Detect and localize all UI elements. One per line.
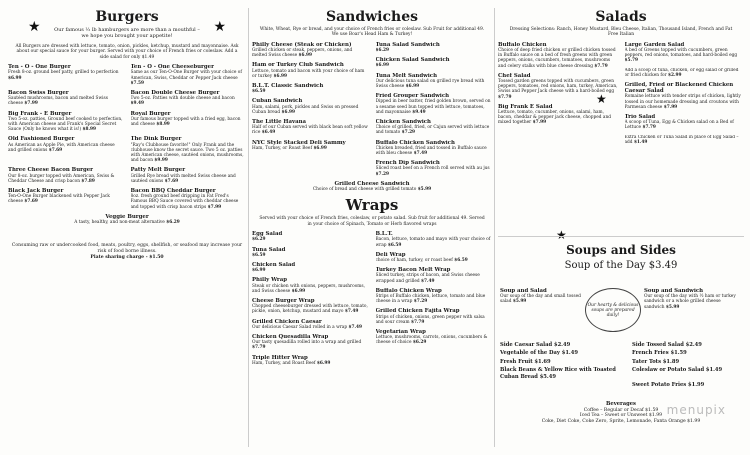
side-name: French Fries [632,350,669,357]
item-desc: Our tasty quesadilla rolled into a wrap and grilled [252,340,362,346]
menu-item [131,188,247,210]
item-name: Big Frank E Salad [498,103,553,110]
side-name: Coleslaw or Potato Salad [632,367,705,374]
menu-item [625,68,745,78]
item-name: B.L.T. [375,231,393,238]
burgers-tagline: Our famous ⅓ lb hamburgers are more than a mouthful – we hope you brought your appetite! [54,27,200,39]
item-price: $7.29 [401,130,416,136]
menu-item [376,140,493,157]
item-price: $6.29 [412,340,427,346]
beverage-item: Coke, Diet Coke, Coke Zero, Sprite, Lemonade, Fanta Orange $1.99 [541,418,701,424]
beverage-item: Iced Tea – Sweet or Unsweet $1.99 [579,413,663,419]
sandwiches-wraps-column [252,6,492,451]
item-desc: Add a scoop of tuna, chicken, or egg salad or grilled or fried chicken for [624,67,739,78]
side-row [500,382,742,388]
item-desc: Steak or chicken with onions, peppers, mushrooms, and Swiss cheese [252,283,365,294]
side-price: $1.49 [705,367,723,374]
item-name: Fried Grouper Sandwich [375,93,450,100]
side-price: $2.49 [685,342,702,348]
menu-item [376,231,493,248]
burgers-title: Burgers [95,9,159,25]
item-price: $8.99 [156,122,170,128]
menu-item [131,136,247,163]
salads-right-list [625,42,745,149]
item-name: Patty Melt Burger [130,167,186,174]
item-price: $6.49 [261,130,276,136]
menu-item [8,167,124,184]
salads-intro: Dressing Selections: Ranch, Honey Mustard, Bleu Cheese, Italian, Thousand Island, French and Fat Free Italian [509,27,733,38]
item-price: $7.79 [410,319,425,325]
sandwiches-left-list [252,42,369,181]
salads-soups-column [498,6,744,451]
item-name: Chef Salad [498,72,531,79]
item-price: $7.49 [413,151,428,157]
item-desc: Two 5-oz. Patties with double cheese and bacon [130,96,235,102]
item-price: $7.29 [413,299,428,305]
item-name: Tuna Salad [252,246,286,253]
item-desc: Romaine lettuce with tender strips of chicken, lightly tossed in our homemade dressing and croutons with Parmesan cheese [624,94,741,110]
item-name: Tuna Salad Sandwich [375,41,440,48]
item-desc: Grilled Rye bread with melted Swiss cheese and sautéed onions [130,173,236,184]
menu-item [625,42,745,64]
item-price: $7.79 [498,94,512,100]
item-price: $7.69 [164,178,179,184]
menu-item [498,42,618,69]
item-price: $7.89 [81,178,95,184]
menu-item [131,90,247,107]
side-row [500,342,742,348]
side-item [632,342,742,348]
plate-sharing-charge: Plate sharing charge - $1.50 [90,254,164,260]
item-price: $6.99 [375,63,389,69]
item-price: $7.99 [532,120,547,126]
side-name: Black Beans & Yellow Rice with Toasted Cuban Bread [500,367,616,380]
menu-item [8,136,124,163]
menu-item [252,262,369,273]
item-name: Soup and Salad [500,288,547,294]
item-desc: A scoop of Tuna, Egg & Chicken salad on a Bed of Lettuce [624,120,734,131]
item-name: Cuban Sandwich [252,98,303,105]
side-item [632,359,742,365]
item-name: Philly Cheese (Steak or Chicken) [252,41,352,48]
item-desc: Choice of bread and cheese with grilled tomato [312,187,417,193]
item-desc: Grilled chicken or steak, peppers, onions, and melted Swiss cheese [252,48,353,59]
sides-list [500,342,742,390]
burgers-intro: All Burgers are dressed with lettuce, tomato, onion, pickles, ketchup, mustard and mayonnaise. Ask about our special sauce for your burger. Served with your choice of French fries or coleslaw. Add a side salad for only $1.49 [15,44,239,60]
sandwiches-title: Sandwiches [325,9,418,25]
menu-item [131,167,247,184]
item-price: $7.69 [48,147,63,153]
menu-item [8,111,124,133]
item-name: Chicken Salad [252,261,296,268]
item-price: $7.79 [642,125,656,131]
item-name: NYC Style Stacked Deli Sammy [252,139,346,146]
sandwiches-intro: White, Wheat, Rye or bread, and your choice of French fries or coleslaw. Sub Fruit for additional 49. We use Boar's Head Ham & Turkey! [259,27,485,38]
item-price: $5.99 [417,187,432,193]
item-name: Black Jack Burger [8,188,64,195]
item-price: $7.49 [344,309,359,315]
side-item [500,350,618,356]
item-desc: Chopped cheeseburger dressed with lettuce, tomato, pickle, onion, ketchup, mustard and mayo [252,304,368,315]
side-name: Side Tossed Salad [632,342,684,348]
item-desc: Strips of chicken, onions, green pepper with salsa and sour cream [375,314,485,325]
item-desc: Sliced roast beef on a French roll served with au jus [375,166,490,172]
star-icon: ★ [213,19,226,35]
item-name: Bacon Double Cheese Burger [130,90,220,97]
item-price: $7.99 [207,204,222,210]
soup-price: $3.49 [648,260,678,271]
sandwiches-right-list [376,42,493,181]
item-name: Ham or Turkey Club Sandwich [252,62,344,69]
item-price: $8.99 [82,127,96,133]
menu-item [8,64,124,86]
side-item [500,367,618,380]
item-desc: Strips of Buffalo chicken, lettuce, tomato and blue cheese in a wrap [375,293,486,305]
wraps-title: Wraps [345,196,399,215]
item-desc: Our delicious tuna salad on grilled rye bread with Swiss cheese [375,78,485,90]
wraps-right-list [376,231,493,370]
daily-soup-badge: Our hearty & delicious soups are prepared daily! [585,288,641,332]
item-desc: Two 5-oz. patties, Ground beef cooked to perfection, with American cheese and Frank's Special Secret Sauce (Only he knows what it is!) [8,116,123,133]
item-desc: A bed of Greens topped with cucumbers, green peppers, red onions, tomatoes, and hard-boiled egg [624,48,738,59]
item-desc: Lettuce, mushrooms, carrots, onions, cucumbers & cheese of choice [375,335,488,346]
item-price: $5.79 [624,58,638,64]
item-desc: Dipped in beer batter, fried golden brown, served on a sesame seed bun topped with lettuce, tomatoes, and mayonnaise [375,99,491,115]
side-name: Sweet Potato Fries [632,382,687,389]
item-desc: Choice of deep fried chicken or grilled chicken tossed in Buffalo sauce on a bed of fresh greens with green peppers, onions, cucumbers, tomatoes, mushrooms and celery stalks with blue cheese dressing [498,48,616,69]
item-desc: Lettuce, tomato and bacon with your choice of ham or turkey [252,68,365,79]
item-desc: Same as our Ten-O-One Burger with your choice of American, Swiss, Cheddar or Pepper Jack cheese [130,70,242,81]
menu-item [252,98,369,115]
menu-item [376,119,493,136]
item-name: Egg Salad [252,231,283,238]
item-desc: As American as Apple Pie, with American cheese and grilled onions [8,142,115,153]
menu-item [131,64,247,86]
side-row [500,350,742,356]
item-name: Bacon Swiss Burger [8,90,69,97]
salads-title: Salads [595,9,647,25]
wraps-left-list [252,231,369,370]
item-name: Vegetarian Wrap [375,328,426,335]
item-price: $7.99 [663,104,678,110]
grilled-cheese-item [252,181,492,192]
wraps-intro: Served with your choice of French fries, coleslaw, or potato salad. Sub fruit for additional 49. Served in your choice of Spinach, Tomato or Herb flavored wraps [259,216,485,227]
item-name: The Dink Burger [130,136,182,143]
item-desc: Lettuce, tomato, cucumber, onions, salami, ham, bacon, cheddar & pepper jack cheese, chopped and mixed together [498,110,611,126]
star-icon: ★ [556,228,567,242]
item-name: Veggie Burger [105,213,149,220]
side-item [632,367,742,380]
item-desc: Our soup of the day with ½ ham or turkey sandwich or a whole grilled cheese sandwich [644,294,736,310]
item-desc: Bacon, lettuce, tomato and mayo with your choice of wrap [375,237,491,248]
item-price: $5.99 [665,304,680,310]
item-name: Chicken Salad Sandwich [375,57,450,64]
menu-item [252,355,369,366]
menu-item [252,83,369,94]
item-desc: Sliced turkey, strips of bacon, and Swiss cheese wrapped and grilled [375,273,480,284]
item-price: $6.29 [252,237,266,243]
column-divider [494,8,495,447]
item-price: $2.99 [668,72,682,78]
item-name: Triple Hitter Wrap [252,354,308,361]
item-name: Tuna Melt Sandwich [375,72,437,79]
menu-item [252,62,369,79]
item-name: Grilled Chicken Fajita Wrap [375,308,460,315]
item-desc: Choice of grilled, fried, or Cajun served with lettuce and tomato [375,125,490,136]
side-price: $5.49 [539,373,556,380]
burgers-list [8,64,246,229]
item-desc: "Ray's Clubhouse favorite!" Only Frank and the clubhouse know the secret sauce. Two 5 oz. patties with American cheese, sautéed onions, mushrooms, and bacon [130,142,244,164]
item-price: $6.29 [166,220,180,226]
item-price: $6.99 [316,360,331,366]
item-price: $6.59 [252,252,266,258]
soup-of-the-day [498,260,744,271]
star-icon: ★ [596,92,607,106]
item-desc: Ham, salami, pork, pickles and Swiss on pressed Cuban bread [252,104,359,115]
item-name: Ten - O - One Burger [8,64,71,71]
item-price: $9.49 [130,101,144,107]
menu-item [252,277,369,294]
item-desc: A tasty, healthy, and non-meat alternative [74,220,165,226]
item-desc: Chicken breaded, fried and tossed in Buffalo sauce with bleu cheese [375,145,487,157]
item-desc: Our soup of the day and small tossed salad [500,294,581,305]
item-desc: Ham, Turkey, and Roast Beef [252,360,316,366]
watermark: menupix [666,403,726,417]
item-price: $7.69 [24,199,38,205]
item-price: $6.99 [298,53,313,59]
item-desc: Ten-O-One Burger blackened with Pepper Jack cheese [8,194,110,205]
menu-item [131,111,247,133]
side-item [500,382,618,388]
item-name: Ten - O - One Cheeseburger [130,64,214,71]
item-desc: Half of our Cuban served with black bean soft yellow rice [252,125,368,136]
item-name: Grilled Cheese Sandwich [334,180,410,187]
item-desc: Our famous burger topped with a fried egg, bacon and cheese [130,116,241,128]
food-safety-note: Consuming raw or undercooked food, meats, poultry, eggs, shellfish, or seafood may increase your risk of food borne illness. [11,243,243,255]
soups-title: Soups and Sides [566,243,676,257]
menu-item [8,90,124,107]
item-name: Philly Wrap [252,277,288,284]
item-price: $7.59 [130,80,144,86]
beverage-item: Coffee – Regular or Decaf $1.59 [583,407,659,413]
item-name: Buffalo Chicken Sandwich [375,139,455,146]
item-desc: Sautéed mushrooms, bacon and melted Swiss cheese [8,96,108,107]
soup-and-salad [500,288,582,305]
item-name: Chicken Quesadilla Wrap [252,333,329,340]
side-item [632,382,742,388]
menu-item [252,42,369,59]
menu-item [625,135,745,145]
item-name: Large Garden Salad [624,41,685,48]
item-price: $1.49 [633,139,648,145]
side-name: Vegetable of the Day [500,350,560,357]
item-price: $7.99 [24,101,38,107]
menu-item [252,298,369,315]
item-price: $5.99 [512,299,527,305]
item-name: Grilled, Fried or Blackened Chicken Caesar Salad [624,82,734,95]
item-price: $6.99 [281,109,296,115]
item-desc: Ham, Turkey, or Roast Beef [252,145,313,151]
soup-label: Soup of the Day [564,260,646,271]
item-price: $6.99 [273,73,287,79]
item-price: $6.29 [375,48,389,54]
item-name: Buffalo Chicken [498,41,547,48]
menu-item [252,334,369,351]
item-desc: 8oz. fresh ground beef dripping in Fat Fred's Famous BBQ Sauce covered with cheddar cheese and topped with crisp bacon strips [130,194,239,210]
menu-item [376,308,493,325]
item-name: B.L.T. Classic Sandwich [252,83,324,90]
item-price: $6.99 [8,75,22,81]
item-name: Bacon BBQ Cheddar Burger [130,188,216,195]
item-name: Grilled Chicken Caesar [252,318,322,325]
item-price: $7.49 [348,324,362,330]
side-item [500,359,618,365]
item-price: $6.99 [405,84,420,90]
item-desc: Tossed garden greens topped with cucumbers, green peppers, tomatoes, red onions, ham, turkey, American, Swiss and Pepper Jack cheese with a hard-boiled egg [498,79,618,95]
item-name: Three Cheese Bacon Burger [8,167,93,174]
menu-item [376,42,493,53]
menu-item [252,247,369,258]
item-price: $9.99 [154,158,168,164]
side-price: $1.69 [534,358,551,365]
item-name: The Little Havana [252,119,307,126]
item-price: $6.59 [454,257,468,263]
burgers-column [8,6,246,451]
item-price: $6.59 [252,89,266,95]
item-name: Old Fashioned Burger [8,136,75,143]
item-price: $6.99 [291,288,306,294]
side-name: Fresh Fruit [500,358,533,365]
item-name: Buffalo Chicken Wrap [375,287,442,294]
side-price: $1.49 [561,350,578,357]
side-price: $2.49 [553,342,571,348]
menu-item [252,140,369,151]
column-divider [248,8,249,447]
soup-and-sandwich [644,288,742,310]
side-price: $1.99 [687,382,705,389]
item-name: Chicken Sandwich [375,119,431,126]
menu-item [376,57,493,68]
item-price: $9.49 [412,109,426,115]
item-price: $7.79 [594,63,608,69]
side-name: Side Caesar Salad [500,342,553,348]
item-price: $6.99 [252,268,266,274]
menu-item [8,214,246,225]
item-name: Big Frank - E Burger [8,110,72,117]
item-price: $7.49 [421,278,435,284]
item-price: $6.59 [387,242,402,248]
item-name: Royal Burger [130,110,171,117]
star-icon: ★ [28,19,41,35]
menu-item [252,319,369,330]
item-name: Soup and Sandwich [644,288,704,294]
menu-item [252,119,369,136]
menu-item [625,82,745,110]
side-row [500,367,742,380]
menu-item [376,267,493,284]
side-row [500,359,742,365]
item-name: Turkey Bacon Melt Wrap [375,267,451,274]
menu-item [625,114,745,131]
item-desc: Extra Chicken or Tuna Salad in place of Egg Salad – add [624,134,739,145]
menu-item [376,252,493,263]
item-name: Trio Salad [624,114,656,121]
menu-item [252,231,369,242]
menu-item [376,73,493,90]
menu-item [376,288,493,305]
item-desc: choice of ham, turkey, or roast beef [375,257,453,263]
menu-item [376,329,493,346]
item-price: $7.79 [252,345,266,351]
side-price: $1.89 [662,358,680,365]
item-desc: Our 8-oz. burger topped with American, Swiss & Cheddar Cheese and crisp bacon [8,173,115,184]
side-item [632,350,742,356]
menu-item [376,160,493,177]
menu-item [376,93,493,115]
item-name: Cheese Burger Wrap [252,297,315,304]
menu-item [8,188,124,210]
item-price: $6.99 [313,145,327,151]
side-name: Tater Tots [632,358,661,365]
item-desc: Our delicious Caesar Salad rolled in a wrap [252,324,348,330]
item-name: Deli Wrap [375,251,406,258]
beverages-title: Beverages [606,401,636,407]
side-item [500,342,618,348]
item-name: French Dip Sandwich [375,160,440,167]
menu-item [498,104,618,126]
item-desc: Fresh 8-oz. ground beef patty, grilled to perfection [8,70,119,76]
side-price: $1.59 [670,350,687,357]
item-price: $7.29 [375,171,389,177]
